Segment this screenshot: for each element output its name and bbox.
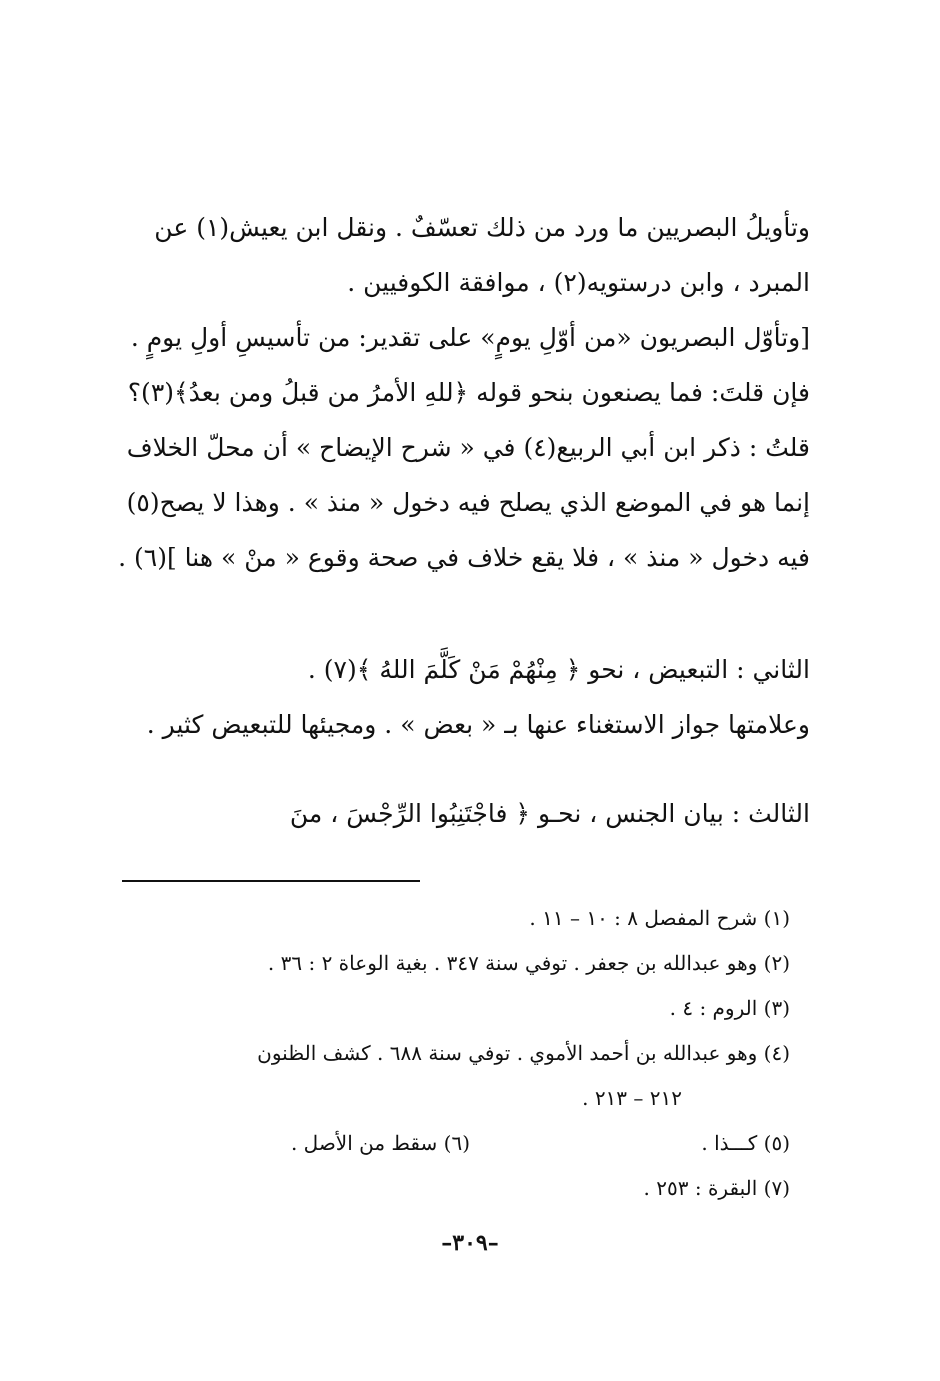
footnote-4-continued: ٢١٢ – ٢١٣ .	[582, 1086, 682, 1110]
text-line: إنما هو في الموضع الذي يصلح فيه دخول « منذ » . وهذا لا يصح(٥)	[126, 488, 810, 517]
footnotes	[150, 896, 790, 1211]
footnote-separator	[122, 880, 420, 882]
text-line: قلتُ : ذكر ابن أبي الربيع(٤) في « شرح الإيضاح » أن محلّ الخلاف	[126, 433, 810, 462]
text-line: الثاني : التبعيض ، نحو ﴿ مِنْهُمْ مَنْ كَلَّمَ اللهُ ﴾(٧) .	[307, 655, 810, 684]
main-text-section-3	[130, 786, 810, 841]
text-line: وعلامتها جواز الاستغناء عنها بـ « بعض » . ومجيئها للتبعيض كثير .	[146, 710, 810, 739]
footnote-5: (٥) كـــذا .	[701, 1131, 790, 1155]
text-line: [وتأوّل البصريون «من أوّلِ يومٍ» على تقدير: من تأسيسِ أولِ يومٍ .	[130, 323, 810, 352]
footnote-6: (٦) سقط من الأصل .	[290, 1131, 470, 1155]
footnote-1: (١) شرح المفصل ٨ : ١٠ – ١١ .	[529, 906, 790, 930]
footnote-2: (٢) وهو عبدالله بن جعفر . توفي سنة ٣٤٧ . بغية الوعاة ٢ : ٣٦ .	[267, 951, 790, 975]
page-number: –٣٠٩–	[441, 1230, 499, 1256]
main-text-section-2	[130, 642, 810, 752]
footnote-row-5-6	[150, 1121, 790, 1166]
main-text	[118, 200, 810, 585]
footnote-3: (٣) الروم : ٤ .	[669, 996, 790, 1020]
text-line: وتأويلُ البصريين ما ورد من ذلك تعسّفٌ . ونقل ابن يعيش(١) عن	[154, 213, 810, 242]
text-line: فإن قلتَ: فما يصنعون بنحو قوله ﴿للهِ الأمرُ من قبلُ ومن بعدُ﴾(٣)؟	[127, 378, 810, 407]
text-line: المبرد ، وابن درستويه(٢) ، موافقة الكوفيين .	[347, 268, 810, 297]
footnote-7: (٧) البقرة : ٢٥٣ .	[643, 1176, 790, 1200]
footnote-4: (٤) وهو عبدالله بن أحمد الأموي . توفي سنة ٦٨٨ . كشف الظنون	[257, 1041, 790, 1065]
text-line: فيه دخول « منذ » ، فلا يقع خلاف في صحة وقوع « منْ » هنا ](٦) .	[118, 543, 810, 572]
text-line: الثالث : بيان الجنس ، نحـو ﴿ فاجْتَنِبُوا الرِّجْسَ ، منَ	[289, 799, 810, 828]
